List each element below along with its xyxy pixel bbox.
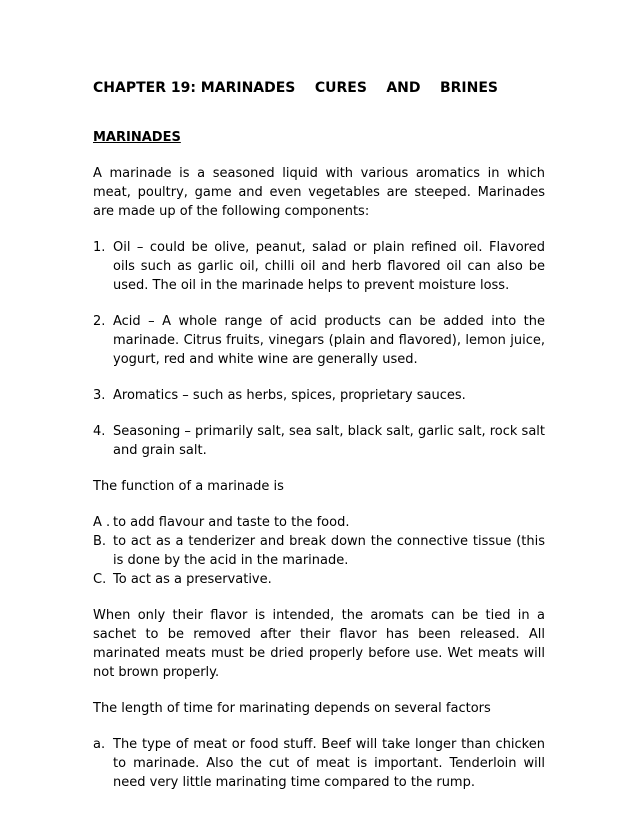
aromats-paragraph: When only their flavor is intended, the aromats can be tied in a sachet to be removed after their flavor has been released. All marinated meats must be dried properly before use. Wet meats will not brown properly. (93, 608, 545, 680)
list-marker: a. (93, 737, 106, 752)
list-item (93, 238, 545, 295)
list-item-text: Oil – could be olive, peanut, salad or plain refined oil. Flavored oils such as garlic oil, chilli oil and herb flavored oil can also be used. The oil in the marinade helps to prevent moisture loss. (113, 240, 545, 293)
factors-list (93, 735, 545, 792)
list-item-text: Acid – A whole range of acid products can be added into the marinade. Citrus fruits, vinegars (plain and flavored), lemon juice, yogurt, red and white wine are generally used. (113, 314, 545, 367)
chapter-title-part-1: CHAPTER 19: MARINADES (93, 80, 296, 96)
components-list (93, 238, 545, 460)
document-page (93, 78, 545, 792)
chapter-title (93, 78, 498, 98)
list-item (93, 532, 545, 570)
factors-intro: The length of time for marinating depends on several factors (93, 701, 491, 716)
list-item-text: To act as a preservative. (113, 572, 272, 587)
list-item (93, 513, 545, 532)
list-marker: 2. (93, 314, 106, 329)
list-item (93, 735, 545, 792)
list-marker: 3. (93, 388, 106, 403)
list-marker: 1. (93, 240, 106, 255)
list-marker: 4. (93, 424, 106, 439)
chapter-title-part-3: AND (386, 80, 421, 96)
section-heading: MARINADES (93, 130, 181, 145)
list-item-text: to act as a tenderizer and break down the connective tissue (this is done by the acid in the marinade. (113, 534, 545, 568)
list-item (93, 312, 545, 369)
intro-paragraph: A marinade is a seasoned liquid with various aromatics in which meat, poultry, game and even vegetables are steeped. Marinades are made up of the following components: (93, 166, 545, 219)
list-item (93, 386, 545, 405)
chapter-title-part-4: BRINES (439, 80, 498, 96)
list-marker: C. (93, 572, 107, 587)
list-item-text: Seasoning – primarily salt, sea salt, black salt, garlic salt, rock salt and grain salt. (113, 424, 545, 458)
chapter-title-part-2: CURES (314, 80, 367, 96)
list-marker: A . (93, 515, 111, 530)
list-item-text: to add flavour and taste to the food. (113, 515, 350, 530)
list-item-text: The type of meat or food stuff. Beef will take longer than chicken to marinade. Also the cut of meat is important. Tenderloin will need very little marinating time compared to the rump. (113, 737, 545, 790)
function-intro: The function of a marinade is (93, 479, 284, 494)
list-marker: B. (93, 534, 107, 549)
list-item (93, 422, 545, 460)
list-item (93, 570, 545, 589)
list-item-text: Aromatics – such as herbs, spices, proprietary sauces. (113, 388, 466, 403)
functions-list (93, 513, 545, 589)
